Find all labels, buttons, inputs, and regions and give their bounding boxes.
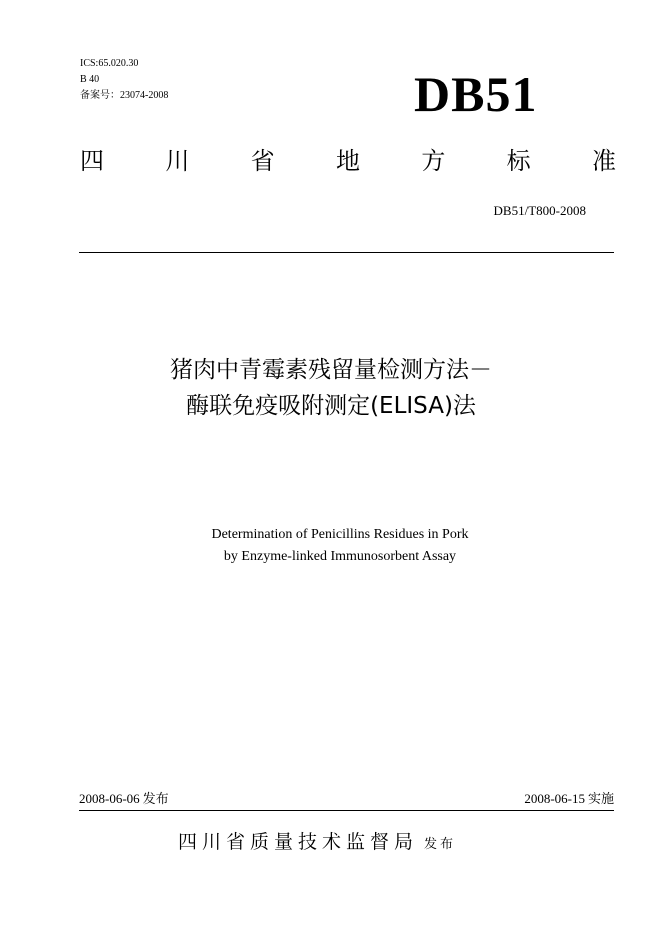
chinese-title <box>0 352 662 424</box>
standard-type-char: 地 <box>335 147 360 175</box>
standard-number: DB51/T800-2008 <box>493 203 586 218</box>
implementation-date: 2008-06-15 <box>524 791 585 806</box>
standard-type-char: 方 <box>421 147 446 175</box>
document-metadata <box>80 56 168 104</box>
chinese-title-line-2: 酶联免疫吸附测定(ELISA)法 <box>186 393 476 419</box>
db51-logo: DB51 <box>414 66 538 122</box>
standard-type-heading <box>80 144 616 178</box>
bottom-divider <box>79 810 614 811</box>
implementation-label: 实施 <box>587 792 614 807</box>
standard-type-char: 四 <box>80 147 104 175</box>
publisher-line <box>178 828 456 856</box>
top-divider <box>79 252 614 253</box>
english-title-line-1: Determination of Penicillins Residues in Pork <box>211 527 469 542</box>
implementation-date-block <box>524 790 614 809</box>
standard-type-char: 准 <box>591 147 616 175</box>
english-title-line-2: by Enzyme-linked Immunosorbent Assay <box>223 549 457 564</box>
publisher-organization: 四川省质量技术监督局 <box>178 831 419 853</box>
issue-date-block <box>79 790 169 809</box>
issue-date: 2008-06-06 <box>79 791 140 806</box>
category-code: B 40 <box>80 74 100 85</box>
standard-type-char: 省 <box>250 147 275 175</box>
chinese-title-line-1: 猪肉中青霉素残留量检测方法－ <box>170 357 492 383</box>
english-title <box>0 524 662 568</box>
publish-label: 发布 <box>424 837 457 852</box>
issue-label: 发布 <box>142 792 169 807</box>
record-number: 备案号：23074-2008 <box>80 90 169 101</box>
ics-code: ICS:65.020.30 <box>80 58 139 69</box>
standard-type-char: 川 <box>165 147 190 175</box>
standard-type-char: 标 <box>506 147 531 175</box>
